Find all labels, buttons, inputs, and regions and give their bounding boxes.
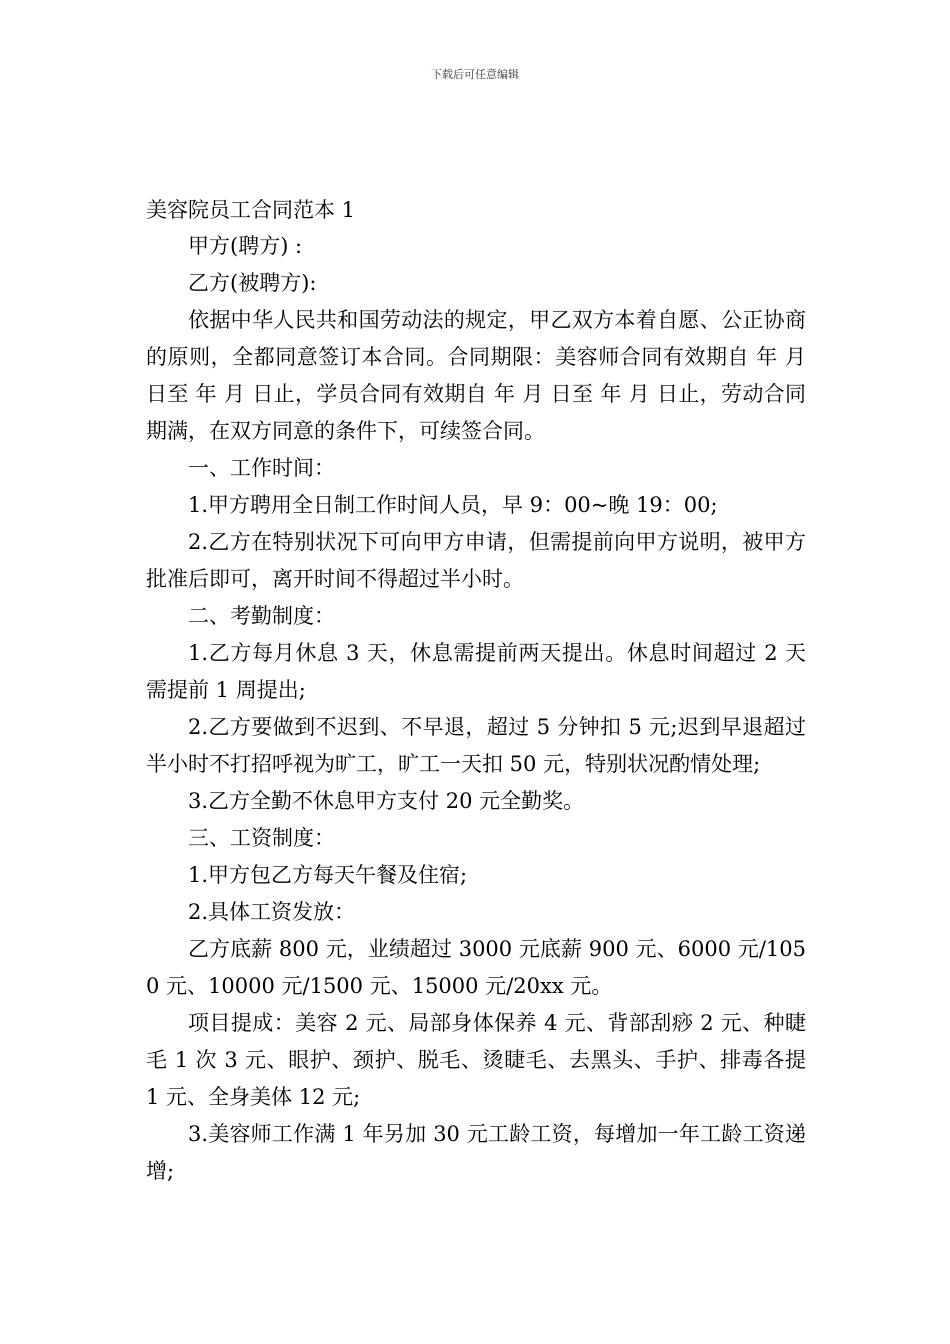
clause-lateness: 2.乙方要做到不迟到、不早退，超过 5 分钟扣 5 元;迟到早退超过半小时不打招呼视为旷工，旷工一天扣 50 元，特别状况酌情处理; <box>146 715 806 776</box>
section-heading-attendance: 二、考勤制度： <box>188 604 335 628</box>
clause-rest-days: 1.乙方每月休息 3 天，休息需提前两天提出。休息时间超过 2 天需提前 1 周提出; <box>146 641 806 702</box>
document-body <box>146 192 806 1190</box>
document-title: 美容院员工合同范本 1 <box>146 198 356 222</box>
header-note: 下载后可任意编辑 <box>431 68 519 81</box>
clause-salary-payment: 2.具体工资发放： <box>188 900 356 924</box>
paragraph-preamble: 依据中华人民共和国劳动法的规定，甲乙双方本着自愿、公正协商的原则，全都同意签订本合同。合同期限：美容师合同有效期自 年 月 日至 年 月 日止，学员合同有效期自 年 月 日至 年 月 日止，劳动合同期满，在双方同意的条件下，可续签合同。 <box>146 308 806 443</box>
section-heading-salary: 三、工资制度： <box>188 826 335 850</box>
paragraph-party-a: 甲方(聘方) : <box>188 234 303 258</box>
clause-seniority-pay: 3.美容师工作满 1 年另加 30 元工龄工资，每增加一年工龄工资递增; <box>146 1122 806 1183</box>
clause-work-hours: 1.甲方聘用全日制工作时间人员，早 9：00~晚 19：00; <box>188 493 718 517</box>
clause-meals-lodging: 1.甲方包乙方每天午餐及住宿; <box>188 863 468 887</box>
clause-leave-request: 2.乙方在特别状况下可向甲方申请，但需提前向甲方说明，被甲方批准后即可，离开时间不得超过半小时。 <box>146 530 806 591</box>
clause-attendance-bonus: 3.乙方全勤不休息甲方支付 20 元全勤奖。 <box>188 789 585 813</box>
clause-commission: 项目提成：美容 2 元、局部身体保养 4 元、背部刮痧 2 元、种睫毛 1 次 3 元、眼护、颈护、脱毛、烫睫毛、去黑头、手护、排毒各提 1 元、全身美体 12 元; <box>146 1011 806 1109</box>
section-heading-work-time: 一、工作时间： <box>188 456 335 480</box>
clause-base-salary: 乙方底薪 800 元，业绩超过 3000 元底薪 900 元、6000 元/1050 元、10000 元/1500 元、15000 元/20xx 元。 <box>146 937 806 998</box>
paragraph-party-b: 乙方(被聘方): <box>188 271 317 295</box>
